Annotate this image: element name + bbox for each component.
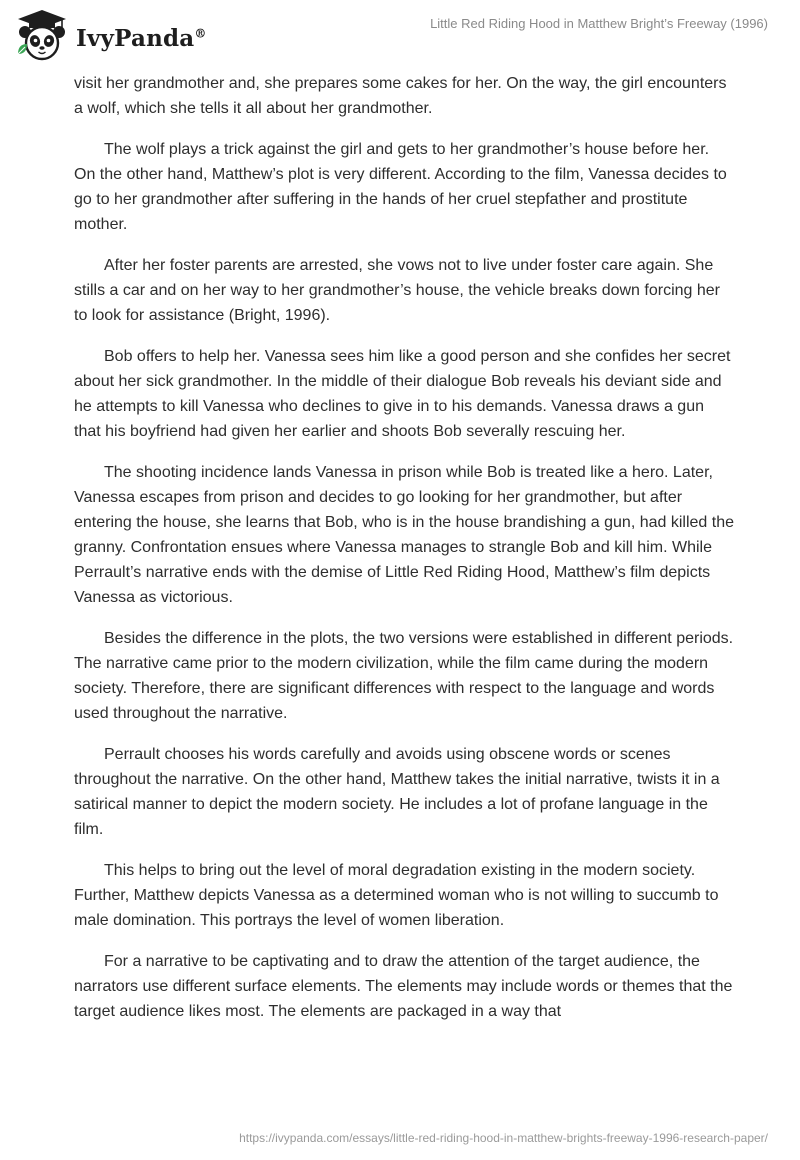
document-title: Little Red Riding Hood in Matthew Bright’s Freeway (1996) — [430, 16, 768, 31]
paragraph: For a narrative to be captivating and to draw the attention of the target audience, the narrators use different surface elements. The elements may include words or themes that the target audience likes most. The elements are packaged in a way that — [74, 953, 733, 1020]
paragraph: The shooting incidence lands Vanessa in prison while Bob is treated like a hero. Later, Vanessa escapes from prison and decides to go looking for her grandmother, but after entering the house, she learns that Bob, who is in the house brandishing a gun, had killed the granny. Confrontation ensues where Vanessa manages to strangle Bob and kill him. While Perrault’s narrative ends with the demise of Little Red Riding Hood, Matthew’s film depicts Vanessa as victorious. — [74, 464, 735, 606]
paragraph: Besides the difference in the plots, the two versions were established in different periods. The narrative came prior to the modern civilization, while the film came during the modern society. Therefore, there are significant differences with respect to the language and words used throughout the narrative. — [74, 630, 734, 722]
brand-name-text: IvyPanda — [76, 24, 195, 52]
brand-name — [76, 25, 207, 52]
paragraph: visit her grandmother and, she prepares some cakes for her. On the way, the girl encounters a wolf, which she tells it all about her grandmother. — [74, 75, 727, 117]
page-header — [0, 0, 800, 70]
paragraph: Perrault chooses his words carefully and avoids using obscene words or scenes throughout the narrative. On the other hand, Matthew takes the initial narrative, twists it in a satirical manner to depict the modern society. He includes a lot of profane language in the film. — [74, 746, 720, 838]
paragraph: This helps to bring out the level of moral degradation existing in the modern society. Further, Matthew depicts Vanessa as a determined woman who is not willing to succumb to male domination. This portrays the level of women liberation. — [74, 862, 719, 929]
brand-logo[interactable] — [14, 8, 207, 64]
panda-logo-icon — [14, 8, 70, 64]
essay-body — [74, 71, 734, 1040]
source-url-link[interactable]: https://ivypanda.com/essays/little-red-riding-hood-in-matthew-brights-freeway-1996-research-paper/ — [239, 1131, 768, 1145]
paragraph: After her foster parents are arrested, she vows not to live under foster care again. She stills a car and on her way to her grandmother’s house, the vehicle breaks down forcing her to look for assistance (Bright, 1996). — [74, 257, 720, 324]
paragraph: Bob offers to help her. Vanessa sees him like a good person and she confides her secret about her sick grandmother. In the middle of their dialogue Bob reveals his deviant side and he attempts to kill Vanessa who declines to give in to his demands. Vanessa draws a gun that his boyfriend had given her earlier and shoots Bob severally rescuing her. — [74, 348, 731, 440]
registered-mark: ® — [194, 25, 207, 40]
paragraph: The wolf plays a trick against the girl and gets to her grandmother’s house before her. On the other hand, Matthew’s plot is very different. According to the film, Vanessa decides to go to her grandmother after suffering in the hands of her cruel stepfather and prostitute mother. — [74, 141, 727, 233]
